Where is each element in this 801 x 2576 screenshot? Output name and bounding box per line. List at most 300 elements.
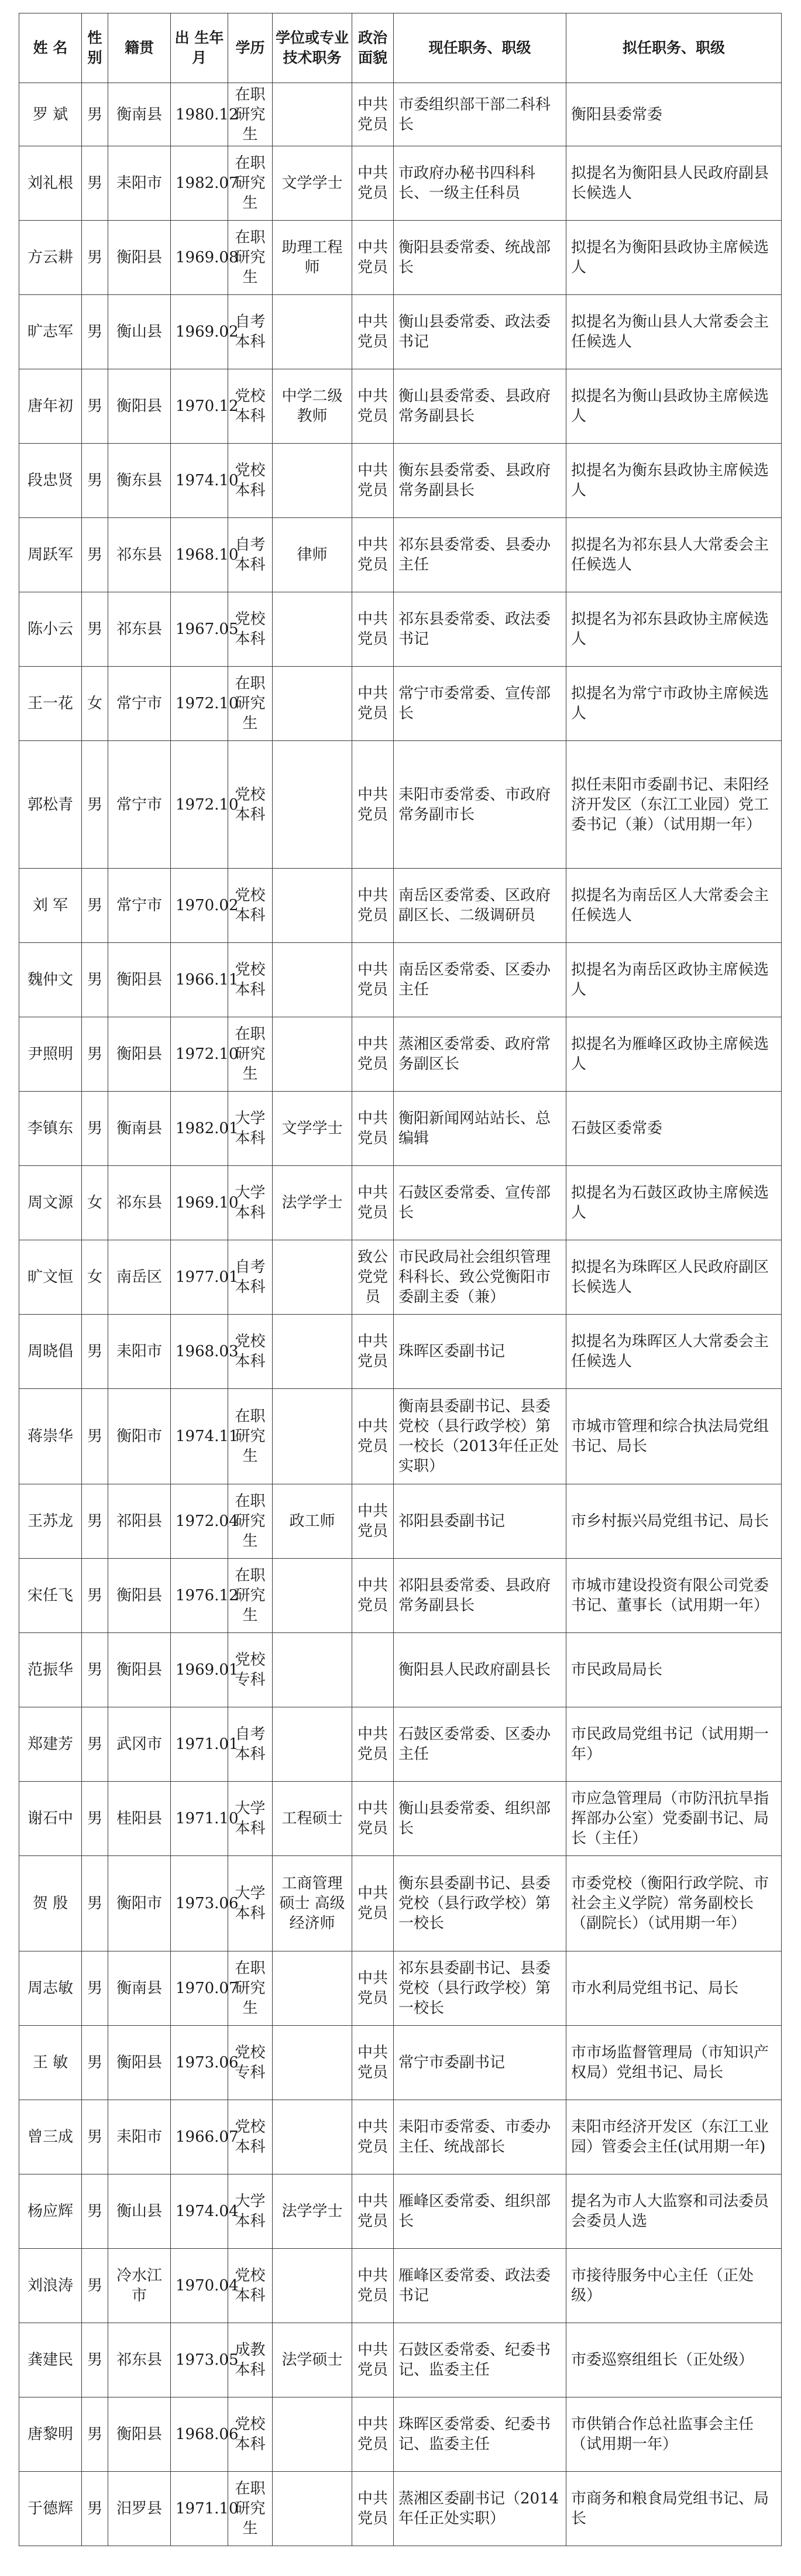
cell-birth: 1966.11 [171, 943, 228, 1017]
cell-proposed: 市水利局党组书记、局长 [566, 1951, 782, 2026]
cell-proposed: 市乡村振兴局党组书记、局长 [566, 1484, 782, 1559]
cell-birth: 1968.10 [171, 518, 228, 592]
cell-proposed: 市应急管理局（市防汛抗旱指挥部办公室）党委副书记、局长（主任） [566, 1782, 782, 1856]
cell-education: 自考本科 [228, 1240, 273, 1315]
cell-name: 谢石中 [19, 1782, 82, 1856]
table-row [19, 1017, 782, 1092]
cell-party: 中共党员 [352, 1856, 394, 1951]
cell-gender: 男 [82, 1484, 108, 1559]
cell-current: 祁东县委常委、县委办主任 [394, 518, 566, 592]
cell-gender: 男 [82, 146, 108, 221]
cell-current: 市民政局社会组织管理科科长、致公党衡阳市委副主委（兼） [394, 1240, 566, 1315]
cell-hometown: 祁东县 [108, 518, 171, 592]
cell-birth: 1974.10 [171, 444, 228, 518]
cell-current: 珠晖区委副书记 [394, 1315, 566, 1389]
cell-proposed: 拟提名为珠晖区人民政府副区长候选人 [566, 1240, 782, 1315]
cell-gender: 男 [82, 2323, 108, 2397]
cell-education: 自考本科 [228, 295, 273, 369]
cell-proposed: 衡阳县委常委 [566, 83, 782, 146]
cell-party: 中共党员 [352, 2174, 394, 2249]
cell-birth: 1969.02 [171, 295, 228, 369]
cell-education: 在职研究生 [228, 1017, 273, 1092]
cell-hometown: 汨罗县 [108, 2472, 171, 2546]
table-row [19, 295, 782, 369]
cell-degree: 助理工程师 [273, 221, 352, 295]
cell-hometown: 衡阳县 [108, 2026, 171, 2100]
cell-education: 在职研究生 [228, 1484, 273, 1559]
cell-current: 祁阳县委副书记 [394, 1484, 566, 1559]
cell-name: 尹照明 [19, 1017, 82, 1092]
cell-party: 中共党员 [352, 369, 394, 444]
cell-birth: 1972.10 [171, 1017, 228, 1092]
cell-party: 中共党员 [352, 2472, 394, 2546]
cell-hometown: 衡南县 [108, 1092, 171, 1166]
cell-gender: 男 [82, 1782, 108, 1856]
cell-name: 刘礼根 [19, 146, 82, 221]
cell-degree: 法学学士 [273, 1166, 352, 1240]
cell-degree: 法学学士 [273, 2174, 352, 2249]
cell-gender: 男 [82, 221, 108, 295]
cell-proposed: 提名为市人大监察和司法委员会委员人选 [566, 2174, 782, 2249]
cell-degree: 工程硕士 [273, 1782, 352, 1856]
cell-name: 王 敏 [19, 2026, 82, 2100]
cell-party: 中共党员 [352, 943, 394, 1017]
cell-education: 党校本科 [228, 1315, 273, 1389]
cell-hometown: 衡阳市 [108, 1389, 171, 1484]
cell-party: 中共党员 [352, 2026, 394, 2100]
table-row [19, 2026, 782, 2100]
cell-name: 魏仲文 [19, 943, 82, 1017]
table-row [19, 146, 782, 221]
cell-hometown: 桂阳县 [108, 1782, 171, 1856]
cell-name: 唐年初 [19, 369, 82, 444]
cell-party: 中共党员 [352, 1707, 394, 1782]
cell-gender: 男 [82, 2026, 108, 2100]
cell-hometown: 耒阳市 [108, 2100, 171, 2174]
cell-hometown: 衡阳县 [108, 1633, 171, 1707]
cell-party: 中共党员 [352, 1484, 394, 1559]
cell-party: 中共党员 [352, 221, 394, 295]
cell-birth: 1969.08 [171, 221, 228, 295]
cell-party: 中共党员 [352, 1315, 394, 1389]
cell-education: 党校本科 [228, 592, 273, 667]
cell-current: 蒸湘区委副书记（2014年任正处实职） [394, 2472, 566, 2546]
cell-current: 耒阳市委常委、市政府常务副市长 [394, 741, 566, 869]
table-row [19, 869, 782, 943]
cell-current: 衡山县委常委、县政府常务副县长 [394, 369, 566, 444]
cell-hometown: 南岳区 [108, 1240, 171, 1315]
cell-gender: 男 [82, 2249, 108, 2323]
cell-current: 雁峰区委常委、政法委书记 [394, 2249, 566, 2323]
cell-party: 中共党员 [352, 2249, 394, 2323]
cell-education: 自考本科 [228, 518, 273, 592]
cell-current: 衡山县委常委、组织部长 [394, 1782, 566, 1856]
cell-birth: 1972.10 [171, 741, 228, 869]
cell-current: 祁阳县委常委、县政府常务副县长 [394, 1559, 566, 1633]
cell-party: 中共党员 [352, 83, 394, 146]
cell-current: 石鼓区委常委、宣传部长 [394, 1166, 566, 1240]
cadre-table [19, 13, 782, 2546]
cell-current: 常宁市委副书记 [394, 2026, 566, 2100]
cell-degree: 中学二级教师 [273, 369, 352, 444]
cell-current: 衡阳县委常委、统战部长 [394, 221, 566, 295]
table-row [19, 2323, 782, 2397]
cell-degree [273, 2026, 352, 2100]
cell-party: 中共党员 [352, 2397, 394, 2472]
cell-degree [273, 2472, 352, 2546]
cell-degree [273, 2397, 352, 2472]
cell-party: 致公党党员 [352, 1240, 394, 1315]
cell-name: 段忠贤 [19, 444, 82, 518]
cell-proposed: 拟提名为常宁市政协主席候选人 [566, 667, 782, 741]
cell-gender: 男 [82, 295, 108, 369]
cell-gender: 女 [82, 1240, 108, 1315]
cell-hometown: 衡阳县 [108, 221, 171, 295]
cell-gender: 男 [82, 1092, 108, 1166]
cell-proposed: 市城市管理和综合执法局党组书记、局长 [566, 1389, 782, 1484]
cell-proposed: 拟提名为衡山县政协主席候选人 [566, 369, 782, 444]
cell-name: 郭松青 [19, 741, 82, 869]
cell-proposed: 拟提名为衡阳县政协主席候选人 [566, 221, 782, 295]
cell-birth: 1970.12 [171, 369, 228, 444]
cell-current: 市政府办秘书四科科长、一级主任科员 [394, 146, 566, 221]
cell-education: 大学本科 [228, 2174, 273, 2249]
cell-proposed: 市商务和粮食局党组书记、局长 [566, 2472, 782, 2546]
cell-gender: 男 [82, 1951, 108, 2026]
cell-hometown: 衡阳县 [108, 943, 171, 1017]
cell-party: 中共党员 [352, 1017, 394, 1092]
table-row [19, 1315, 782, 1389]
cell-name: 郑建芳 [19, 1707, 82, 1782]
cell-proposed: 市供销合作总社监事会主任（试用期一年） [566, 2397, 782, 2472]
cell-proposed: 拟提名为石鼓区政协主席候选人 [566, 1166, 782, 1240]
cell-birth: 1973.05 [171, 2323, 228, 2397]
cell-current: 市委组织部干部二科科长 [394, 83, 566, 146]
cell-degree [273, 1951, 352, 2026]
cell-birth: 1976.12 [171, 1559, 228, 1633]
cell-current: 衡东县委常委、县政府常务副县长 [394, 444, 566, 518]
cell-birth: 1974.11 [171, 1389, 228, 1484]
cell-degree [273, 1389, 352, 1484]
cell-degree [273, 2100, 352, 2174]
cell-current: 衡阳县人民政府副县长 [394, 1633, 566, 1707]
cell-proposed: 市接待服务中心主任（正处级） [566, 2249, 782, 2323]
table-row [19, 1707, 782, 1782]
cell-degree [273, 444, 352, 518]
cell-gender: 男 [82, 1017, 108, 1092]
cell-degree [273, 295, 352, 369]
cell-education: 自考本科 [228, 1707, 273, 1782]
table-row [19, 592, 782, 667]
table-row [19, 2100, 782, 2174]
header-current: 现任职务、职级 [394, 13, 566, 83]
cell-current: 石鼓区委常委、区委办主任 [394, 1707, 566, 1782]
cell-current: 石鼓区委常委、纪委书记、监委主任 [394, 2323, 566, 2397]
table-body [19, 83, 782, 2546]
table-row [19, 2249, 782, 2323]
cell-party: 中共党员 [352, 1389, 394, 1484]
cell-birth: 1980.12 [171, 83, 228, 146]
cell-degree: 律师 [273, 518, 352, 592]
cell-gender: 男 [82, 518, 108, 592]
cell-hometown: 常宁市 [108, 741, 171, 869]
cell-gender: 男 [82, 1315, 108, 1389]
cell-gender: 男 [82, 592, 108, 667]
cell-gender: 男 [82, 1633, 108, 1707]
cell-party: 中共党员 [352, 1951, 394, 2026]
cell-degree [273, 2249, 352, 2323]
header-birth: 出 生年 月 [171, 13, 228, 83]
table-row [19, 1951, 782, 2026]
cell-degree: 政工师 [273, 1484, 352, 1559]
cell-hometown: 衡阳县 [108, 1017, 171, 1092]
cell-gender: 男 [82, 2472, 108, 2546]
cell-birth: 1970.02 [171, 869, 228, 943]
cell-education: 在职研究生 [228, 1951, 273, 2026]
cell-name: 宋任飞 [19, 1559, 82, 1633]
cell-name: 刘 军 [19, 869, 82, 943]
cell-party: 中共党员 [352, 667, 394, 741]
cell-name: 王一花 [19, 667, 82, 741]
cell-proposed: 拟提名为衡阳县人民政府副县长候选人 [566, 146, 782, 221]
cell-proposed: 拟提名为雁峰区政协主席候选人 [566, 1017, 782, 1092]
cell-proposed: 拟提名为南岳区人大常委会主任候选人 [566, 869, 782, 943]
cell-birth: 1977.01 [171, 1240, 228, 1315]
cell-education: 在职研究生 [228, 2472, 273, 2546]
cell-education: 党校本科 [228, 2249, 273, 2323]
cell-gender: 男 [82, 369, 108, 444]
cell-birth: 1971.10 [171, 2472, 228, 2546]
cell-birth: 1982.01 [171, 1092, 228, 1166]
cell-degree [273, 83, 352, 146]
cell-name: 杨应辉 [19, 2174, 82, 2249]
cell-degree [273, 667, 352, 741]
cell-birth: 1966.07 [171, 2100, 228, 2174]
cell-gender: 男 [82, 869, 108, 943]
cell-hometown: 耒阳市 [108, 146, 171, 221]
cell-education: 党校专科 [228, 1633, 273, 1707]
cell-degree [273, 592, 352, 667]
header-degree: 学位或专业技术职务 [273, 13, 352, 83]
cell-party: 中共党员 [352, 1559, 394, 1633]
cell-gender: 男 [82, 943, 108, 1017]
cell-hometown: 衡南县 [108, 1951, 171, 2026]
cell-education: 在职研究生 [228, 221, 273, 295]
cell-education: 在职研究生 [228, 667, 273, 741]
cell-party: 中共党员 [352, 1782, 394, 1856]
table-row [19, 83, 782, 146]
table-row [19, 1166, 782, 1240]
cell-gender: 女 [82, 667, 108, 741]
header-party: 政治面貌 [352, 13, 394, 83]
cell-name: 罗 斌 [19, 83, 82, 146]
cell-proposed: 市委党校（衡阳行政学院、市社会主义学院）常务副校长（副院长）（试用期一年） [566, 1856, 782, 1951]
cell-proposed: 市委巡察组组长（正处级） [566, 2323, 782, 2397]
cell-name: 贺 殷 [19, 1856, 82, 1951]
cell-proposed: 拟提名为祁东县人大常委会主任候选人 [566, 518, 782, 592]
cell-proposed: 拟提名为珠晖区人大常委会主任候选人 [566, 1315, 782, 1389]
header-proposed: 拟任职务、职级 [566, 13, 782, 83]
cell-degree [273, 943, 352, 1017]
cell-party: 中共党员 [352, 295, 394, 369]
table-row [19, 741, 782, 869]
cell-birth: 1972.04 [171, 1484, 228, 1559]
cell-name: 周文源 [19, 1166, 82, 1240]
cell-name: 刘浪涛 [19, 2249, 82, 2323]
cell-birth: 1968.03 [171, 1315, 228, 1389]
cell-birth: 1971.10 [171, 1782, 228, 1856]
table-row [19, 1856, 782, 1951]
cell-gender: 男 [82, 83, 108, 146]
cell-degree [273, 1633, 352, 1707]
cell-name: 龚建民 [19, 2323, 82, 2397]
cell-hometown: 衡阳县 [108, 1559, 171, 1633]
table-row [19, 943, 782, 1017]
cell-gender: 男 [82, 1856, 108, 1951]
cell-hometown: 祁东县 [108, 592, 171, 667]
cell-hometown: 衡阳市 [108, 1856, 171, 1951]
cell-birth: 1970.04 [171, 2249, 228, 2323]
cell-proposed: 拟提名为祁东县政协主席候选人 [566, 592, 782, 667]
cell-degree: 文学学士 [273, 1092, 352, 1166]
cell-name: 李镇东 [19, 1092, 82, 1166]
cell-gender: 男 [82, 2100, 108, 2174]
cell-name: 唐黎明 [19, 2397, 82, 2472]
cell-hometown: 常宁市 [108, 869, 171, 943]
cell-gender: 男 [82, 1707, 108, 1782]
cell-education: 党校本科 [228, 943, 273, 1017]
cell-birth: 1969.10 [171, 1166, 228, 1240]
cell-current: 常宁市委常委、宣传部长 [394, 667, 566, 741]
cell-current: 南岳区委常委、区政府副区长、二级调研员 [394, 869, 566, 943]
cell-proposed: 拟提名为衡东县政协主席候选人 [566, 444, 782, 518]
cell-party: 中共党员 [352, 869, 394, 943]
cell-proposed: 耒阳市经济开发区（东江工业园）管委会主任(试用期一年) [566, 2100, 782, 2174]
cell-gender: 男 [82, 2397, 108, 2472]
cell-education: 大学本科 [228, 1166, 273, 1240]
table-row [19, 1782, 782, 1856]
cell-party: 中共党员 [352, 2100, 394, 2174]
cell-degree [273, 1017, 352, 1092]
cell-name: 旷志军 [19, 295, 82, 369]
cell-party: 中共党员 [352, 444, 394, 518]
cell-birth: 1968.06 [171, 2397, 228, 2472]
cell-hometown: 衡山县 [108, 295, 171, 369]
cell-current: 耒阳市委常委、市委办主任、统战部长 [394, 2100, 566, 2174]
cell-proposed: 市民政局局长 [566, 1633, 782, 1707]
cell-proposed: 市民政局党组书记（试用期一年） [566, 1707, 782, 1782]
cell-gender: 男 [82, 1389, 108, 1484]
cell-party: 中共党员 [352, 1092, 394, 1166]
cell-education: 党校专科 [228, 2026, 273, 2100]
cell-name: 范振华 [19, 1633, 82, 1707]
cell-gender: 男 [82, 444, 108, 518]
cell-education: 成教本科 [228, 2323, 273, 2397]
header-gender: 性别 [82, 13, 108, 83]
cell-gender: 男 [82, 741, 108, 869]
header-name: 姓 名 [19, 13, 82, 83]
cell-birth: 1967.05 [171, 592, 228, 667]
cell-education: 党校本科 [228, 2100, 273, 2174]
cell-hometown: 常宁市 [108, 667, 171, 741]
cell-education: 党校本科 [228, 444, 273, 518]
cell-proposed: 市城市建设投资有限公司党委书记、董事长（试用期一年） [566, 1559, 782, 1633]
cell-party: 中共党员 [352, 518, 394, 592]
cell-name: 方云耕 [19, 221, 82, 295]
cell-degree: 工商管理硕士 高级经济师 [273, 1856, 352, 1951]
cell-hometown: 衡南县 [108, 83, 171, 146]
cell-hometown: 衡东县 [108, 444, 171, 518]
cell-hometown: 祁东县 [108, 1166, 171, 1240]
cell-hometown: 衡阳县 [108, 2397, 171, 2472]
cell-hometown: 冷水江市 [108, 2249, 171, 2323]
cell-birth: 1973.06 [171, 2026, 228, 2100]
cell-degree: 文学学士 [273, 146, 352, 221]
cell-degree: 法学硕士 [273, 2323, 352, 2397]
cell-current: 衡东县委副书记、县委党校（县行政学校）第一校长 [394, 1856, 566, 1951]
cell-name: 周晓倡 [19, 1315, 82, 1389]
table-row [19, 2472, 782, 2546]
cell-name: 于德辉 [19, 2472, 82, 2546]
cell-education: 在职研究生 [228, 146, 273, 221]
cell-party: 中共党员 [352, 1166, 394, 1240]
cell-degree [273, 869, 352, 943]
table-row [19, 1633, 782, 1707]
cell-name: 旷文恒 [19, 1240, 82, 1315]
cell-education: 在职研究生 [228, 1389, 273, 1484]
cell-degree [273, 1315, 352, 1389]
cell-name: 王苏龙 [19, 1484, 82, 1559]
table-row [19, 1559, 782, 1633]
table-row [19, 221, 782, 295]
table-row [19, 1092, 782, 1166]
cell-birth: 1973.06 [171, 1856, 228, 1951]
cell-hometown: 祁东县 [108, 2323, 171, 2397]
table-row [19, 518, 782, 592]
cell-current: 蒸湘区委常委、政府常务副区长 [394, 1017, 566, 1092]
cell-proposed: 石鼓区委常委 [566, 1092, 782, 1166]
cell-party [352, 1633, 394, 1707]
cell-current: 衡阳新闻网站站长、总编辑 [394, 1092, 566, 1166]
table-row [19, 1240, 782, 1315]
cell-education: 大学本科 [228, 1856, 273, 1951]
cell-education: 党校本科 [228, 369, 273, 444]
cell-proposed: 拟提名为衡山县人大常委会主任候选人 [566, 295, 782, 369]
cell-education: 在职研究生 [228, 1559, 273, 1633]
cell-current: 祁东县委副书记、县委党校（县行政学校）第一校长 [394, 1951, 566, 2026]
cell-degree [273, 1559, 352, 1633]
cell-name: 陈小云 [19, 592, 82, 667]
cell-gender: 女 [82, 1166, 108, 1240]
table-row [19, 667, 782, 741]
cell-proposed: 拟任耒阳市委副书记、耒阳经济开发区（东江工业园）党工委书记（兼）（试用期一年） [566, 741, 782, 869]
cell-hometown: 衡阳县 [108, 369, 171, 444]
cell-birth: 1971.01 [171, 1707, 228, 1782]
cell-hometown: 耒阳市 [108, 1315, 171, 1389]
cell-gender: 男 [82, 1559, 108, 1633]
cell-party: 中共党员 [352, 146, 394, 221]
cell-gender: 男 [82, 2174, 108, 2249]
cell-party: 中共党员 [352, 592, 394, 667]
table-row [19, 369, 782, 444]
cell-name: 周跃军 [19, 518, 82, 592]
cell-current: 珠晖区委常委、纪委书记、监委主任 [394, 2397, 566, 2472]
cell-degree [273, 1240, 352, 1315]
cell-degree [273, 741, 352, 869]
cell-current: 衡南县委副书记、县委党校（县行政学校）第一校长（2013年任正处实职） [394, 1389, 566, 1484]
header-row [19, 13, 782, 83]
cell-birth: 1970.07 [171, 1951, 228, 2026]
